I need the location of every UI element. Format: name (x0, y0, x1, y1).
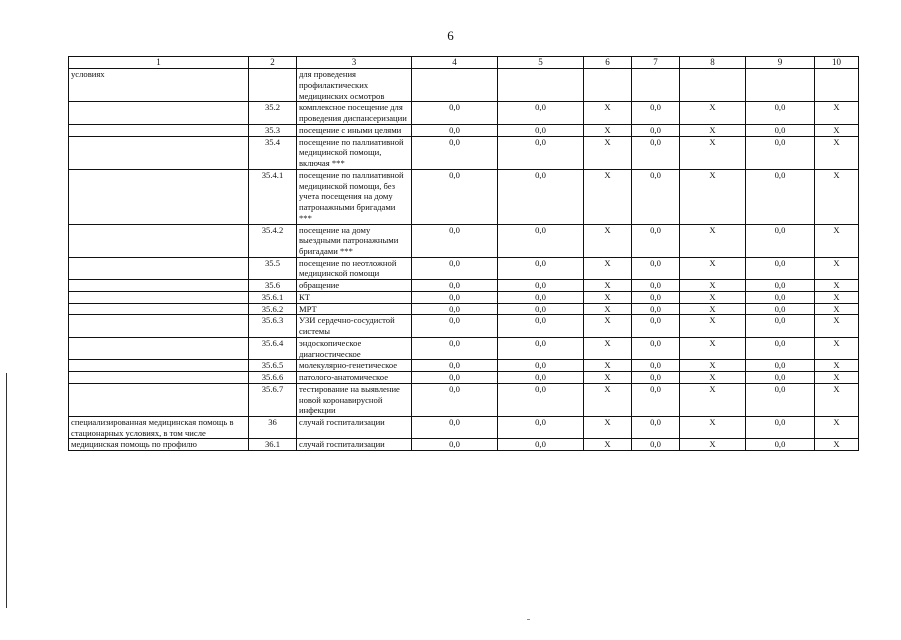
table-cell-col-2: 35.6.5 (249, 360, 297, 372)
table-cell-col-7: 0,0 (632, 169, 680, 224)
table-cell-col-10: X (815, 291, 859, 303)
table-cell-col-3: посещение по неотложной медицинской помощи (297, 257, 412, 279)
table-cell-col-4: 0,0 (412, 315, 498, 337)
table-cell-col-3: случай госпитализации (297, 439, 412, 451)
table-cell-col-3: УЗИ сердечно-сосудистой системы (297, 315, 412, 337)
table-cell-col-10: X (815, 303, 859, 315)
table-cell-col-2: 35.6.7 (249, 383, 297, 416)
table-cell-col-1 (69, 102, 249, 124)
table-cell-col-8: X (680, 360, 746, 372)
table-cell-col-7: 0,0 (632, 257, 680, 279)
table-row (69, 439, 859, 451)
table-cell-col-7: 0,0 (632, 136, 680, 169)
table-cell-col-8: X (680, 337, 746, 359)
header-cell: 3 (297, 57, 412, 69)
table-cell-col-3: посещение на дому выездными патронажными бригадами *** (297, 224, 412, 257)
table-row (69, 372, 859, 384)
page-number: 6 (447, 28, 454, 43)
table-cell-col-1 (69, 337, 249, 359)
table-cell-col-6: X (584, 280, 632, 292)
table-cell-col-5: 0,0 (498, 169, 584, 224)
table-cell-col-4: 0,0 (412, 169, 498, 224)
table-cell-col-6: X (584, 315, 632, 337)
table-cell-col-10: X (815, 383, 859, 416)
table-cell-col-9: 0,0 (746, 224, 815, 257)
table-cell-col-5 (498, 69, 584, 102)
table-cell-col-8: X (680, 291, 746, 303)
table-cell-col-5: 0,0 (498, 372, 584, 384)
table-cell-col-5: 0,0 (498, 280, 584, 292)
table-cell-col-7: 0,0 (632, 337, 680, 359)
table-cell-col-8: X (680, 169, 746, 224)
table-cell-col-4: 0,0 (412, 102, 498, 124)
table-cell-col-3: случай госпитализации (297, 417, 412, 439)
header-cell: 10 (815, 57, 859, 69)
table-cell-col-5: 0,0 (498, 291, 584, 303)
table-cell-col-3: патолого-анатомическое (297, 372, 412, 384)
table-row (69, 315, 859, 337)
table-cell-col-7: 0,0 (632, 372, 680, 384)
table-cell-col-9: 0,0 (746, 383, 815, 416)
table-cell-col-8: X (680, 417, 746, 439)
table-cell-col-4: 0,0 (412, 360, 498, 372)
table-cell-col-5: 0,0 (498, 417, 584, 439)
table-cell-col-4: 0,0 (412, 136, 498, 169)
table-cell-col-6: X (584, 257, 632, 279)
table-row (69, 417, 859, 439)
table-cell-col-10: X (815, 102, 859, 124)
table-cell-col-8: X (680, 303, 746, 315)
table-row (69, 291, 859, 303)
table-cell-col-3: МРТ (297, 303, 412, 315)
table-row (69, 136, 859, 169)
table-cell-col-10: X (815, 417, 859, 439)
table-cell-col-7: 0,0 (632, 102, 680, 124)
table-cell-col-10: X (815, 315, 859, 337)
table-cell-col-10: X (815, 439, 859, 451)
header-cell: 4 (412, 57, 498, 69)
table-row (69, 102, 859, 124)
table-cell-col-8: X (680, 280, 746, 292)
table-cell-col-7: 0,0 (632, 291, 680, 303)
table-cell-col-1: специализированная медицинская помощь в стационарных условиях, в том числе (69, 417, 249, 439)
table-cell-col-9: 0,0 (746, 291, 815, 303)
table-cell-col-5: 0,0 (498, 337, 584, 359)
table-cell-col-1 (69, 124, 249, 136)
table-cell-col-7: 0,0 (632, 360, 680, 372)
table-cell-col-2: 35.2 (249, 102, 297, 124)
table-cell-col-5: 0,0 (498, 124, 584, 136)
table-cell-col-2: 35.4 (249, 136, 297, 169)
table-header-row (69, 57, 859, 69)
table-cell-col-1: медицинская помощь по профилю (69, 439, 249, 451)
table-cell-col-7: 0,0 (632, 417, 680, 439)
header-cell: 2 (249, 57, 297, 69)
table-cell-col-6: X (584, 383, 632, 416)
table-cell-col-5: 0,0 (498, 360, 584, 372)
left-margin-line (6, 373, 7, 608)
table-cell-col-7: 0,0 (632, 280, 680, 292)
table-cell-col-1 (69, 224, 249, 257)
header-cell: 1 (69, 57, 249, 69)
table-cell-col-3: для проведения профилактических медицинских осмотров (297, 69, 412, 102)
table-cell-col-1 (69, 169, 249, 224)
table-cell-col-8: X (680, 383, 746, 416)
table-cell-col-9: 0,0 (746, 372, 815, 384)
table-cell-col-1 (69, 360, 249, 372)
table-cell-col-9: 0,0 (746, 360, 815, 372)
table-cell-col-4: 0,0 (412, 257, 498, 279)
table-cell-col-8: X (680, 257, 746, 279)
table-cell-col-6: X (584, 124, 632, 136)
table-cell-col-4: 0,0 (412, 124, 498, 136)
table-cell-col-8: X (680, 224, 746, 257)
table-cell-col-7: 0,0 (632, 439, 680, 451)
table-cell-col-3: КТ (297, 291, 412, 303)
table-cell-col-2: 35.4.2 (249, 224, 297, 257)
table-cell-col-3: обращение (297, 280, 412, 292)
table-cell-col-3: посещение по паллиативной медицинской помощи, включая *** (297, 136, 412, 169)
table-cell-col-10: X (815, 372, 859, 384)
table-cell-col-6: X (584, 360, 632, 372)
table-cell-col-5: 0,0 (498, 303, 584, 315)
table-cell-col-9: 0,0 (746, 337, 815, 359)
table-cell-col-1 (69, 291, 249, 303)
table-cell-col-4: 0,0 (412, 383, 498, 416)
table-cell-col-2: 36.1 (249, 439, 297, 451)
table-row (69, 280, 859, 292)
table-cell-col-9: 0,0 (746, 439, 815, 451)
table-cell-col-10: X (815, 257, 859, 279)
table-cell-col-3: эндоскопическое диагностическое (297, 337, 412, 359)
table-cell-col-2: 36 (249, 417, 297, 439)
table-cell-col-3: тестирование на выявление новой коронавирусной инфекции (297, 383, 412, 416)
table-cell-col-2 (249, 69, 297, 102)
header-cell: 7 (632, 57, 680, 69)
table-cell-col-8: X (680, 102, 746, 124)
header-cell: 6 (584, 57, 632, 69)
table-cell-col-5: 0,0 (498, 257, 584, 279)
table-cell-col-5: 0,0 (498, 315, 584, 337)
table-cell-col-6: X (584, 136, 632, 169)
table-cell-col-9: 0,0 (746, 169, 815, 224)
table-row (69, 69, 859, 102)
table-cell-col-6: X (584, 291, 632, 303)
table-cell-col-10: X (815, 224, 859, 257)
table-cell-col-10: X (815, 136, 859, 169)
table-cell-col-1: условиях (69, 69, 249, 102)
table-cell-col-1 (69, 315, 249, 337)
table-cell-col-3: комплексное посещение для проведения диспансеризации (297, 102, 412, 124)
table-cell-col-9: 0,0 (746, 280, 815, 292)
table-cell-col-1 (69, 383, 249, 416)
table-cell-col-1 (69, 136, 249, 169)
table-cell-col-1 (69, 303, 249, 315)
table-body (69, 69, 859, 451)
table-cell-col-6: X (584, 102, 632, 124)
table-cell-col-1 (69, 372, 249, 384)
table-cell-col-6 (584, 69, 632, 102)
table-cell-col-8 (680, 69, 746, 102)
header-cell: 9 (746, 57, 815, 69)
table-cell-col-1 (69, 280, 249, 292)
table-cell-col-6: X (584, 303, 632, 315)
table-cell-col-2: 35.6.6 (249, 372, 297, 384)
table-cell-col-6: X (584, 372, 632, 384)
table-cell-col-2: 35.6.4 (249, 337, 297, 359)
table-cell-col-7: 0,0 (632, 224, 680, 257)
table-cell-col-4: 0,0 (412, 439, 498, 451)
table-cell-col-9: 0,0 (746, 124, 815, 136)
table-cell-col-2: 35.6.2 (249, 303, 297, 315)
table-cell-col-9: 0,0 (746, 315, 815, 337)
table-cell-col-4: 0,0 (412, 372, 498, 384)
table-cell-col-6: X (584, 169, 632, 224)
table-cell-col-6: X (584, 337, 632, 359)
table-cell-col-9: 0,0 (746, 257, 815, 279)
table-cell-col-4: 0,0 (412, 303, 498, 315)
table-cell-col-7: 0,0 (632, 315, 680, 337)
table-cell-col-5: 0,0 (498, 383, 584, 416)
table-cell-col-8: X (680, 136, 746, 169)
table-cell-col-10: X (815, 360, 859, 372)
table-cell-col-3: посещение по паллиативной медицинской помощи, без учета посещения на дому патронажными бригадами *** (297, 169, 412, 224)
table-row (69, 257, 859, 279)
table-cell-col-10: X (815, 337, 859, 359)
table-cell-col-3: посещение с иными целями (297, 124, 412, 136)
table-cell-col-1 (69, 257, 249, 279)
table-cell-col-9: 0,0 (746, 417, 815, 439)
table-cell-col-5: 0,0 (498, 224, 584, 257)
table-cell-col-2: 35.6 (249, 280, 297, 292)
table-cell-col-4 (412, 69, 498, 102)
table-row (69, 337, 859, 359)
table-cell-col-5: 0,0 (498, 136, 584, 169)
table-row (69, 303, 859, 315)
table-cell-col-2: 35.3 (249, 124, 297, 136)
table-cell-col-2: 35.4.1 (249, 169, 297, 224)
scan-mark (527, 619, 530, 620)
table-cell-col-4: 0,0 (412, 224, 498, 257)
table-cell-col-10: X (815, 280, 859, 292)
table-cell-col-4: 0,0 (412, 337, 498, 359)
table-cell-col-8: X (680, 315, 746, 337)
table-cell-col-8: X (680, 439, 746, 451)
table-cell-col-4: 0,0 (412, 417, 498, 439)
table-cell-col-8: X (680, 372, 746, 384)
table-cell-col-7: 0,0 (632, 124, 680, 136)
table-row (69, 360, 859, 372)
table-cell-col-6: X (584, 224, 632, 257)
table-row (69, 224, 859, 257)
table-cell-col-8: X (680, 124, 746, 136)
table-cell-col-10 (815, 69, 859, 102)
table-cell-col-7: 0,0 (632, 383, 680, 416)
table-row (69, 383, 859, 416)
table-cell-col-9: 0,0 (746, 303, 815, 315)
header-cell: 5 (498, 57, 584, 69)
table-cell-col-9: 0,0 (746, 136, 815, 169)
table-cell-col-5: 0,0 (498, 439, 584, 451)
table-cell-col-4: 0,0 (412, 280, 498, 292)
table-cell-col-10: X (815, 124, 859, 136)
table-cell-col-9: 0,0 (746, 102, 815, 124)
table-cell-col-10: X (815, 169, 859, 224)
table-cell-col-6: X (584, 439, 632, 451)
table-row (69, 124, 859, 136)
table-cell-col-3: молекулярно-генетическое (297, 360, 412, 372)
table-cell-col-9 (746, 69, 815, 102)
table-cell-col-5: 0,0 (498, 102, 584, 124)
table-cell-col-6: X (584, 417, 632, 439)
table-cell-col-2: 35.6.1 (249, 291, 297, 303)
table-cell-col-7: 0,0 (632, 303, 680, 315)
table-cell-col-4: 0,0 (412, 291, 498, 303)
table-cell-col-7 (632, 69, 680, 102)
table-row (69, 169, 859, 224)
data-table (68, 56, 859, 451)
table-cell-col-2: 35.6.3 (249, 315, 297, 337)
table-cell-col-2: 35.5 (249, 257, 297, 279)
header-cell: 8 (680, 57, 746, 69)
